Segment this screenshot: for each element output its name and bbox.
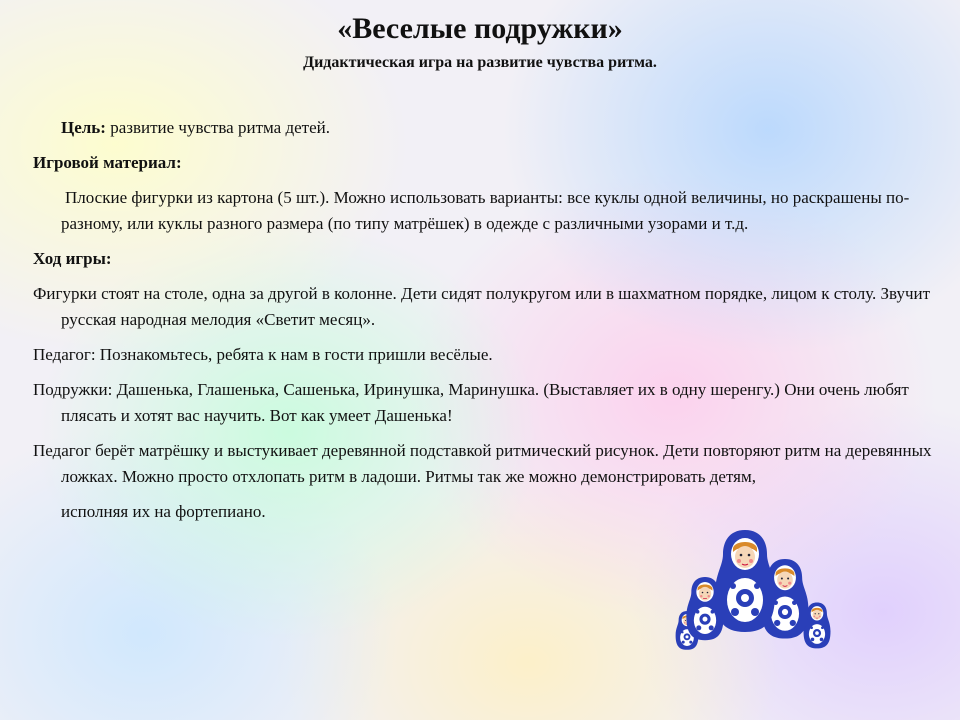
material-heading: Игровой материал: xyxy=(33,153,182,172)
game-heading: Ход игры: xyxy=(33,249,112,268)
game-last-line: исполняя их на фортепиано. xyxy=(61,502,266,521)
game-paragraph: Фигурки стоят на столе, одна за другой в колонне. Дети сидят полукругом или в шахматном порядке, лицом к столу. Звучит русская народная мелодия «Светит месяц». xyxy=(33,284,931,329)
game-paragraph: Педагог берёт матрёшку и выстукивает деревянной подставкой ритмический рисунок. Дети повторяют ритм на деревянных ложках. Можно просто отхлопать ритм в ладоши. Ритмы так же можно демонстрировать детям, xyxy=(33,441,932,486)
goal-line xyxy=(33,115,933,141)
matryoshka-dolls-icon xyxy=(665,510,845,670)
document-body xyxy=(33,115,933,525)
page-title: «Веселые подружки» xyxy=(337,12,623,45)
goal-text: развитие чувства ритма детей. xyxy=(105,118,330,137)
game-paragraph: Педагог: Познакомьтесь, ребята к нам в гости пришли весёлые. xyxy=(33,345,493,364)
page-subtitle: Дидактическая игра на развитие чувства ритма. xyxy=(303,54,657,71)
game-paragraph: Подружки: Дашенька, Глашенька, Сашенька, Иринушка, Маринушка. (Выставляет их в одну шеренгу.) Они очень любят плясать и хотят вас научить. Вот как умеет Дашенька! xyxy=(33,380,909,425)
material-text: Плоские фигурки из картона (5 шт.). Можно использовать варианты: все куклы одной величины, но раскрашены по-разному, или куклы разного размера (по типу матрёшек) в одежде с различными узорами и т.д. xyxy=(61,188,910,233)
goal-label: Цель: xyxy=(61,118,106,137)
